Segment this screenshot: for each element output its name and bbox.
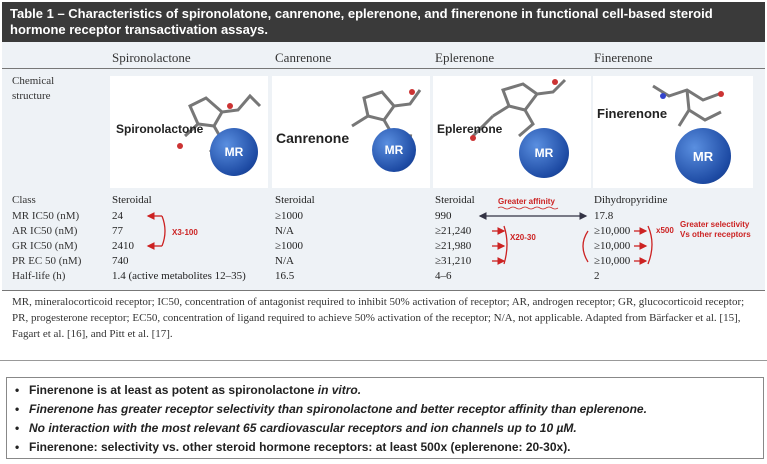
cell-finerenone-mr: 17.8: [594, 210, 614, 222]
structure-label: Finerenone: [597, 106, 668, 121]
mr-receptor-badge: MR: [210, 128, 258, 176]
cell-spiro-ar: 77: [112, 225, 123, 237]
cell-spiro-mr: 24: [112, 210, 123, 222]
cell-spiro-class: Steroidal: [112, 194, 152, 206]
col-header-eplerenone: Eplerenone: [435, 50, 495, 65]
cell-canrenone-class: Steroidal: [275, 194, 315, 206]
cell-canrenone-gr: ≥1000: [275, 240, 304, 252]
annotation-x500: x500: [656, 226, 674, 235]
bullet-icon: •: [15, 402, 20, 416]
cell-eplerenone-class: Steroidal: [435, 194, 475, 206]
annotation-vs-other-receptors: Vs other receptors: [680, 230, 751, 239]
bullet-icon: •: [15, 383, 20, 397]
cell-finerenone-gr: ≥10,000: [594, 240, 631, 252]
cell-eplerenone-mr: 990: [435, 210, 452, 222]
cell-eplerenone-gr: ≥21,980: [435, 240, 472, 252]
cell-finerenone-class: Dihydropyridine: [594, 194, 668, 206]
col-header-canrenone: Canrenone: [275, 50, 332, 65]
bullet-item: [15, 400, 755, 419]
cell-spiro-pr: 740: [112, 255, 129, 267]
bullet-text: Finerenone is at least as potent as spironolactone: [29, 383, 318, 397]
cell-finerenone-pr: ≥10,000: [594, 255, 631, 267]
footnote-divider: [2, 290, 765, 291]
bullet-text: Finerenone: selectivity vs. other steroid hormone receptors: at least 500x (eplerenone: 20-30x).: [29, 440, 571, 454]
bullet-italic-text: No interaction with the most relevant 65 cardiovascular receptors and ion channels up to 10 µM.: [29, 421, 577, 435]
cell-canrenone-mr: ≥1000: [275, 210, 304, 222]
cell-eplerenone-halflife: 4–6: [435, 270, 452, 282]
row-label-pr-ec50: PR EC 50 (nM): [12, 255, 82, 267]
cell-canrenone-ar: N/A: [275, 225, 294, 237]
structure-label: Eplerenone: [437, 122, 503, 136]
annotation-greater-affinity: Greater affinity: [498, 197, 555, 206]
bullet-item: [15, 438, 755, 457]
col-header-spironolactone: Spironolactone: [112, 50, 191, 65]
bullet-icon: •: [15, 421, 20, 435]
annotation-x20-30: X20-30: [510, 233, 536, 242]
row-label-chemical-structure: Chemical structure: [12, 75, 55, 102]
bullet-item: [15, 381, 755, 400]
bullet-italic-text: Finerenone has greater receptor selectivity than spironolactone and better receptor affinity than eplerenone.: [29, 402, 647, 416]
cell-canrenone-halflife: 16.5: [275, 270, 295, 282]
cell-spiro-halflife: 1.4 (active metabolites 12–35): [112, 270, 246, 282]
row-label-half-life: Half-life (h): [12, 270, 66, 282]
structure-label: Spironolactone: [116, 122, 204, 136]
row-label-ar-ic50: AR IC50 (nM): [12, 225, 78, 237]
cell-finerenone-ar: ≥10,000: [594, 225, 631, 237]
cell-finerenone-halflife: 2: [594, 270, 600, 282]
cell-canrenone-pr: N/A: [275, 255, 294, 267]
annotation-greater-selectivity: Greater selectivity: [680, 220, 750, 229]
bullet-italic-text: in vitro.: [317, 383, 362, 397]
section-separator: [0, 360, 767, 361]
cell-eplerenone-ar: ≥21,240: [435, 225, 472, 237]
col-header-finerenone: Finerenone: [594, 50, 653, 65]
mr-receptor-badge: MR: [675, 128, 731, 184]
mr-receptor-badge: MR: [519, 128, 569, 178]
bullet-item: [15, 419, 755, 438]
bullet-icon: •: [15, 440, 20, 454]
row-label-gr-ic50: GR IC50 (nM): [12, 240, 78, 252]
cell-spiro-gr: 2410: [112, 240, 134, 252]
structure-label: Canrenone: [276, 130, 350, 146]
row-label-mr-ic50: MR IC50 (nM): [12, 210, 80, 222]
table-footnote: MR, mineralocorticoid receptor; IC50, concentration of antagonist required to inhibit 50% activation of receptor; AR, androgen receptor; GR, glucocorticoid receptor; PR, progesterone receptor; EC50, concentration of ligand required to achieve 50% activation of the receptor; N/A, not applicable. Adapted from Bärfacker et al. [15], Fagart et al. [16], and Pitt et al. [17].: [12, 296, 745, 340]
row-label-class: Class: [12, 194, 36, 206]
cell-eplerenone-pr: ≥31,210: [435, 255, 472, 267]
table-title: Table 1 – Characteristics of spironolatone, canrenone, eplerenone, and finerenone in functional cell-based steroid hormone receptor transactivation assays.: [2, 2, 765, 42]
mr-receptor-badge: MR: [372, 128, 416, 172]
key-points-box: [6, 377, 764, 459]
annotation-x3-100: X3-100: [172, 228, 198, 237]
